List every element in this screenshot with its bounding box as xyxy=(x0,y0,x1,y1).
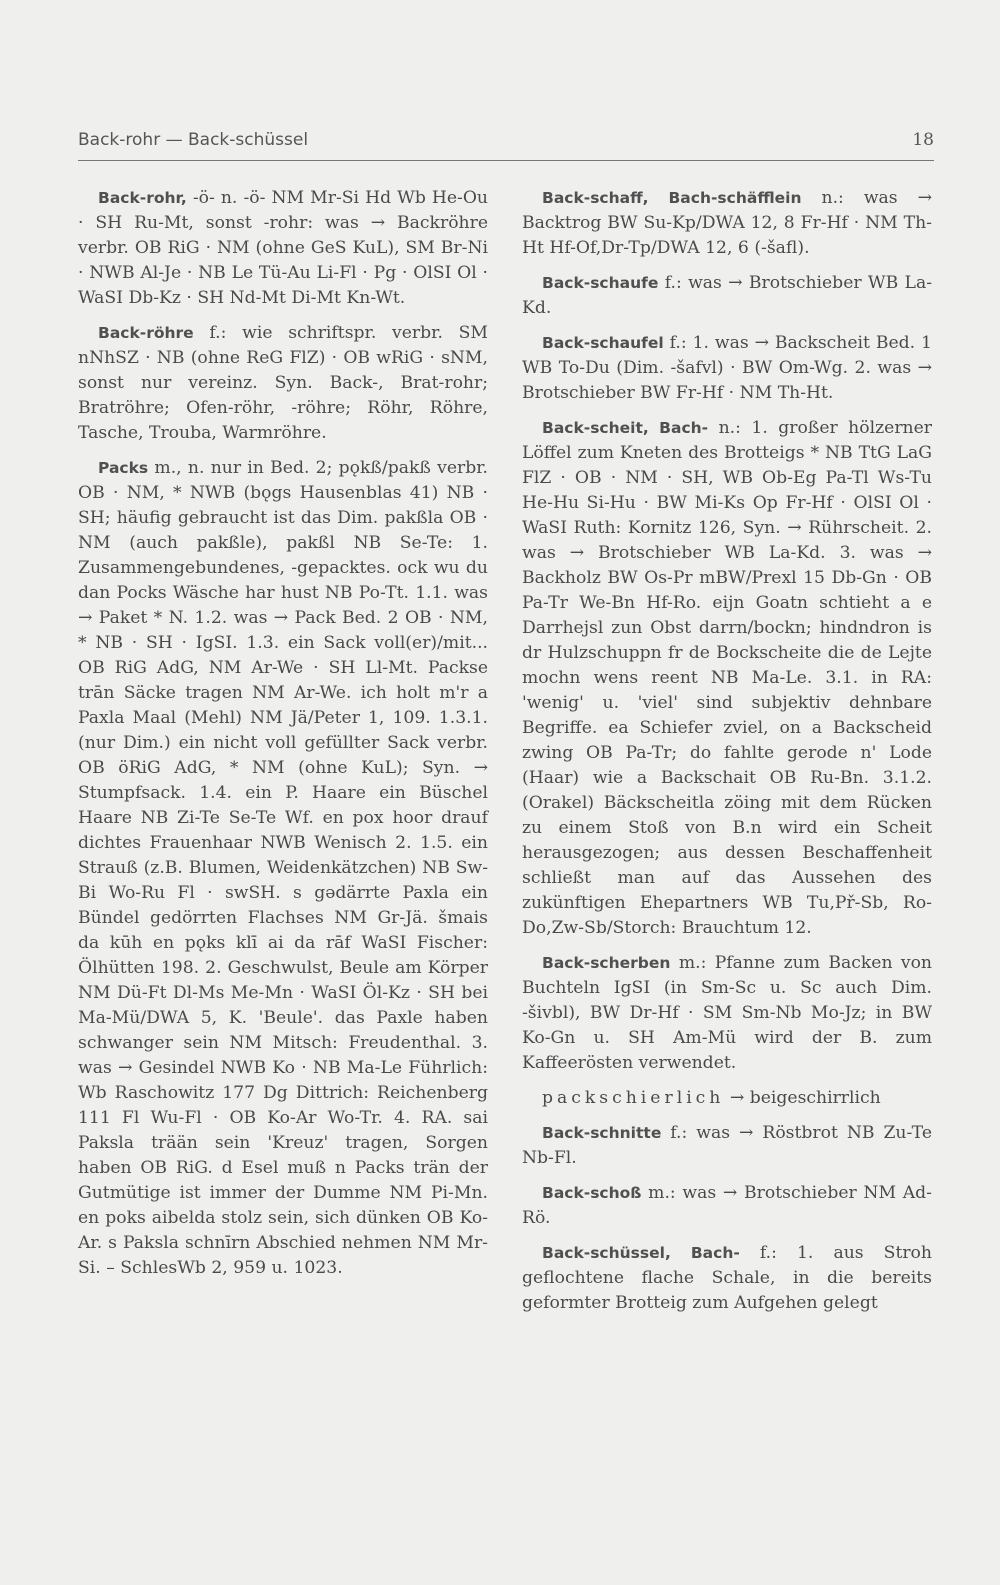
entry-lemma: Back-schnitte xyxy=(542,1124,662,1142)
entry-lemma: Back-scherben xyxy=(542,954,671,972)
entry-text: f.: was → Röstbrot NB Zu-Te Nb-Fl. xyxy=(522,1123,932,1168)
dictionary-entry-back-schaufe xyxy=(522,271,932,321)
entry-text: f.: wie schriftspr. verbr. SM nNhSZ · NB (ohne ReG FlZ) · OB wRiG · sNM, sonst nur vereinz. Syn. Back-, Brat-rohr; Bratröhre; Ofen-röhr, -röhre; Röhr, Röhre, Tasche, Trouba, Warmröhre. xyxy=(78,323,488,443)
entry-text: n.: was → Backtrog BW Su-Kp/DWA 12, 8 Fr-Hf · NM Th-Ht Hf-Of,Dr-Tp/DWA 12, 6 (-šafl). xyxy=(522,188,932,258)
dictionary-entry-back-scheit xyxy=(522,416,932,941)
entry-text: m.: Pfanne zum Backen von Buchteln IgSI (in Sm-Sc u. Sc auch Dim. -šivbl), BW Dr-Hf · SM Sm-Nb Mo-Jz; in BW Ko-Gn u. SH Am-Mü wird der B. zum Kaffeerösten verwendet. xyxy=(522,953,932,1073)
entry-lemma: Back-schaufe xyxy=(542,274,659,292)
entry-lemma: Packs xyxy=(98,459,149,477)
dictionary-entry-back-scherben xyxy=(522,951,932,1076)
entry-lemma: Back-schoß xyxy=(542,1184,642,1202)
entry-text: f.: 1. was → Backscheit Bed. 1 WB To-Du (Dim. -šafvl) · BW Om-Wg. 2. was → Brotschieber BW Fr-Hf · NM Th-Ht. xyxy=(522,333,932,403)
entry-lemma: Back-scheit, Bach- xyxy=(542,419,709,437)
running-head: Back-rohr — Back-schüssel xyxy=(78,130,309,150)
entry-lemma: packschierlich xyxy=(542,1088,725,1108)
page-number: 18 xyxy=(912,130,934,150)
entry-text: → beigeschirrlich xyxy=(724,1088,881,1108)
dictionary-entry-back-schaufel xyxy=(522,331,932,406)
page-header xyxy=(78,124,934,161)
dictionary-entry-back-roehre xyxy=(78,321,488,446)
left-column xyxy=(78,186,488,1281)
dictionary-entry-back-schaff xyxy=(522,186,932,261)
entry-lemma: Back-schaff, Bach-schäfflein xyxy=(542,189,802,207)
dictionary-entry-packs xyxy=(78,456,488,1281)
dictionary-entry-back-schuessel xyxy=(522,1241,932,1316)
entry-lemma: Back-röhre xyxy=(98,324,194,342)
dictionary-entry-packschierlich xyxy=(522,1086,932,1111)
entry-lemma: Back-schaufel xyxy=(542,334,664,352)
dictionary-entry-back-rohr xyxy=(78,186,488,311)
entry-text: f.: was → Brotschieber WB La-Kd. xyxy=(522,273,932,318)
right-column xyxy=(522,186,932,1316)
dictionary-entry-back-schoss xyxy=(522,1181,932,1231)
dictionary-entry-back-schnitte xyxy=(522,1121,932,1171)
entry-text: m.: was → Brotschieber NM Ad-Rö. xyxy=(522,1183,932,1228)
entry-text: -ö- n. -ö- NM Mr-Si Hd Wb He-Ou · SH Ru-Mt, sonst -rohr: was → Backröhre verbr. OB RiG · NM (ohne GeS KuL), SM Br-Ni · NWB Al-Je · NB Le Tü-Au Li-Fl · Pg · OlSI Ol · WaSI Db-Kz · SH Nd-Mt Di-Mt Kn-Wt. xyxy=(78,188,488,308)
entry-lemma: Back-schüssel, Bach- xyxy=(542,1244,740,1262)
entry-text: m., n. nur in Bed. 2; pǫkß/pakß verbr. OB · NM, * NWB (bǫgs Hausenblas 41) NB · SH; häufig gebraucht ist das Dim. pakßla OB · NM (auch pakßle), pakßl NB Se-Te: 1. Zusammengebundenes, -gepacktes. ock wu du dan Pocks Wäsche har hust NB Po-Tt. 1.1. was → Paket * N. 1.2. was → Pack Bed. 2 OB · NM, * NB · SH · IgSI. 1.3. ein Sack voll(er)/mit... OB RiG AdG, NM Ar-We · SH Ll-Mt. Packse trān Säcke tragen NM Ar-We. ich holt m'r a Paxla Maal (Mehl) NM Jä/Peter 1, 109. 1.3.1. (nur Dim.) ein nicht voll gefüllter Sack verbr. OB öRiG AdG, * NM (ohne KuL); Syn. → Stumpfsack. 1.4. ein P. Haare ein Büschel Haare NB Zi-Te Se-Te Wf. en pox hoor drauf dichtes Frauenhaar NWB Wenisch 2. 1.5. ein Strauß (z.B. Blumen, Weidenkätzchen) NB Sw-Bi Wo-Ru Fl · swSH. s gədärrte Paxla ein Bündel gedörrten Flachses NM Gr-Jä. šmais da kūh en pǫks klī ai da rāf WaSI Fischer: Ölhütten 198. 2. Geschwulst, Beule am Körper NM Dü-Ft Dl-Ms Me-Mn · WaSI Öl-Kz · SH bei Ma-Mü/DWA 5, K. 'Beule'. das Paxle haben schwanger sein NM Mitsch: Freudenthal. 3. was → Gesindel NWB Ko · NB Ma-Le Führlich: Wb Raschowitz 177 Dg Dittrich: Reichenberg 111 Fl Wu-Fl · OB Ko-Ar Wo-Tr. 4. RA. sai Paksla trään sein 'Kreuz' tragen, Sorgen haben OB RiG. d Esel muß n Packs trän der Gutmütige ist immer der Dumme NM Pi-Mn. en poks aibelda stolz sein, sich dünken OB Ko-Ar. s Paksla schnīrn Abschied nehmen NM Mr-Si. – SchlesWb 2, 959 u. 1023. xyxy=(78,458,488,1278)
entry-lemma: Back-rohr, xyxy=(98,189,187,207)
entry-text: n.: 1. großer hölzerner Löffel zum Kneten des Brotteigs * NB TtG LaG FlZ · OB · NM · SH, WB Ob-Eg Pa-Tl Ws-Tu He-Hu Si-Hu · BW Mi-Ks Op Fr-Hf · OlSI Ol · WaSI Ruth: Kornitz 126, Syn. → Rührscheit. 2. was → Brotschieber WB La-Kd. 3. was → Backholz BW Os-Pr mBW/Prexl 15 Db-Gn · OB Pa-Tr We-Bn Hf-Ro. eijn Goatn schtieht a e Darrhejsl zun Obst darrn/bockn; hindndron is dr Hulzschuppn fr de Bockscheite die de Lejte mochn wens reent NB Ma-Le. 3.1. in RA: 'wenig' u. 'viel' sind subjektiv dehnbare Begriffe. ea Schiefer zviel, on a Backscheid zwing OB Pa-Tr; do fahlte gerode n' Lode (Haar) wie a Backschait OB Ru-Bn. 3.1.2. (Orakel) Bäckscheitla zöing mit dem Rücken zu einem Stoß von B.n wird ein Scheit herausgezogen; aus dessen Beschaffenheit schließt man auf das Aussehen des zukünftigen Ehepartners WB Tu,Př-Sb, Ro-Do,Zw-Sb/Storch: Brauchtum 12. xyxy=(522,418,932,938)
entry-text: f.: 1. aus Stroh geflochtene flache Schale, in die bereits geformter Brotteig zum Aufgehen gelegt xyxy=(522,1243,932,1313)
